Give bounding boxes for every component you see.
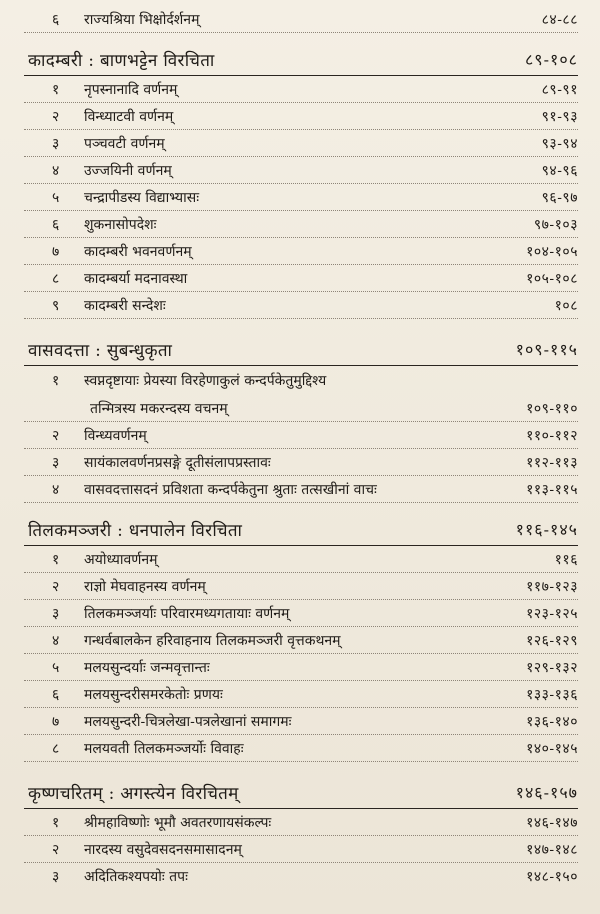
entry-title: मलयसुन्दर्याः जन्मवृत्तान्तः bbox=[84, 659, 210, 676]
entry-number: ८ bbox=[52, 270, 60, 287]
entry-number: १ bbox=[52, 814, 60, 831]
entry-number: २ bbox=[52, 841, 60, 858]
section-heading bbox=[24, 513, 578, 546]
entry-pages: ८९-९१ bbox=[541, 81, 578, 98]
entry-title: सायंकालवर्णनप्रसङ्गे दूतीसंलापप्रस्तावः bbox=[84, 454, 271, 471]
entry-title: मलयसुन्दरीसमरकेतोः प्रणयः bbox=[84, 686, 223, 703]
entry-number: २ bbox=[52, 427, 60, 444]
entry-pages: ११७-१२३ bbox=[526, 578, 578, 595]
toc-entry bbox=[24, 211, 578, 238]
entry-title: शुकनासोपदेशः bbox=[84, 216, 157, 233]
entry-pages: ११०-११२ bbox=[526, 427, 578, 444]
entry-number: ३ bbox=[52, 605, 60, 622]
toc-entry bbox=[24, 265, 578, 292]
toc-entry bbox=[24, 681, 578, 708]
entry-pages: १०४-१०५ bbox=[526, 243, 578, 260]
entry-number: ४ bbox=[52, 481, 60, 498]
entry-title: चन्द्रापीडस्य विद्याभ्यासः bbox=[84, 189, 200, 206]
entry-title: श्रीमहाविष्णोः भूमौ अवतरणायसंकल्पः bbox=[84, 814, 272, 831]
entry-title: अयोध्यावर्णनम् bbox=[84, 551, 158, 568]
entry-number: ७ bbox=[52, 243, 60, 260]
entry-pages: १२३-१२५ bbox=[526, 605, 578, 622]
toc-entry bbox=[24, 76, 578, 103]
entry-pages: ९४-९६ bbox=[541, 162, 578, 179]
entry-title: राज्ञो मेघवाहनस्य वर्णनम् bbox=[84, 578, 206, 595]
section-title: कृष्णचरितम् : अगस्त्येन विरचितम् bbox=[28, 783, 239, 804]
entry-title: नृपस्नानादि वर्णनम् bbox=[84, 81, 178, 98]
toc-entry bbox=[24, 157, 578, 184]
section-pages: ११६-१४५ bbox=[515, 520, 578, 539]
toc-entry bbox=[24, 184, 578, 211]
section-pages: ८९-१०८ bbox=[524, 50, 578, 69]
toc-entry bbox=[24, 654, 578, 681]
entry-title: गन्धर्वबालकेन हरिवाहनाय तिलकमञ्जरी वृत्तकथनम् bbox=[84, 632, 341, 649]
section-heading bbox=[24, 333, 578, 366]
entry-title: राज्यश्रिया भिक्षोर्दर्शनम् bbox=[84, 11, 200, 28]
entry-pages: १३३-१३६ bbox=[526, 686, 578, 703]
entry-number: १ bbox=[52, 81, 60, 98]
entry-number: ५ bbox=[52, 189, 60, 206]
entry-pages: १०८ bbox=[554, 297, 578, 314]
entry-pages: १४०-१४५ bbox=[526, 740, 578, 757]
entry-number: ३ bbox=[52, 454, 60, 471]
entry-title: स्वप्नदृष्टायाः प्रेयस्या विरहेणाकुलं कन्दर्पकेतुमुद्दिश्य bbox=[84, 373, 327, 389]
entry-pages: १२६-१२९ bbox=[526, 632, 578, 649]
toc-entry bbox=[24, 573, 578, 600]
entry-number: २ bbox=[52, 108, 60, 125]
toc-entry bbox=[24, 422, 578, 449]
entry-pages: ९६-९७ bbox=[541, 189, 578, 206]
entry-title-continued: तन्मित्रस्य मकरन्दस्य वचनम् bbox=[90, 400, 228, 417]
toc-entry bbox=[24, 546, 578, 573]
entry-title: कादम्बरी भवनवर्णनम् bbox=[84, 243, 192, 260]
entry-pages: ९१-९३ bbox=[541, 108, 578, 125]
entry-number: ७ bbox=[52, 713, 60, 730]
entry-pages: १३६-१४० bbox=[526, 713, 578, 730]
entry-title: पञ्चवटी वर्णनम् bbox=[84, 135, 165, 152]
entry-title: कादम्बर्या मदनावस्था bbox=[84, 270, 188, 287]
section-pages: १०९-११५ bbox=[515, 340, 578, 359]
toc-section-vasavadatta bbox=[24, 333, 578, 503]
toc-entry bbox=[24, 809, 578, 836]
entry-number: ६ bbox=[52, 11, 60, 28]
entry-title: कादम्बरी सन्देशः bbox=[84, 297, 166, 314]
entry-number: १ bbox=[52, 373, 60, 389]
entry-number: ६ bbox=[52, 686, 60, 703]
entry-number: २ bbox=[52, 578, 60, 595]
section-title: कादम्बरी : बाणभट्टेन विरचिता bbox=[28, 50, 215, 71]
toc-section-tilakamanjari bbox=[24, 513, 578, 762]
entry-pages: ११३-११५ bbox=[526, 481, 578, 498]
entry-number: ३ bbox=[52, 869, 60, 885]
toc-section-krishnacharitam bbox=[24, 776, 578, 890]
entry-pages: १०९-११० bbox=[526, 400, 578, 417]
toc-entry bbox=[24, 130, 578, 157]
section-pages: १४६-१५७ bbox=[515, 783, 578, 802]
toc-entry bbox=[24, 600, 578, 627]
section-heading bbox=[24, 776, 578, 809]
entry-pages: ९७-१०३ bbox=[533, 216, 578, 233]
section-title: तिलकमञ्जरी : धनपालेन विरचिता bbox=[28, 520, 243, 541]
toc-section-kadambari bbox=[24, 43, 578, 319]
toc-entry bbox=[24, 366, 578, 395]
toc-entry bbox=[24, 735, 578, 762]
entry-pages: १२९-१३२ bbox=[526, 659, 578, 676]
entry-number: ४ bbox=[52, 162, 60, 179]
toc-entry bbox=[24, 292, 578, 319]
entry-title: उज्जयिनी वर्णनम् bbox=[84, 162, 172, 179]
entry-number: ५ bbox=[52, 659, 60, 676]
entry-title: मलयवती तिलकमञ्जर्योः विवाहः bbox=[84, 740, 244, 757]
entry-number: ३ bbox=[52, 135, 60, 152]
toc-entry-continuation bbox=[24, 395, 578, 422]
toc-entry bbox=[24, 6, 578, 33]
entry-number: १ bbox=[52, 551, 60, 568]
entry-pages: ९३-९४ bbox=[541, 135, 578, 152]
toc-entry bbox=[24, 103, 578, 130]
toc-entry bbox=[24, 708, 578, 735]
entry-pages: ११६ bbox=[554, 551, 578, 568]
entry-title: वासवदत्तासदनं प्रविशता कन्दर्पकेतुना श्रुताः तत्सखीनां वाचः bbox=[84, 481, 377, 498]
entry-title: नारदस्य वसुदेवसदनसमासादनम् bbox=[84, 841, 242, 858]
section-heading bbox=[24, 43, 578, 76]
entry-number: ८ bbox=[52, 740, 60, 757]
toc-entry bbox=[24, 627, 578, 654]
entry-title: तिलकमञ्जर्याः परिवारमध्यगतायाः वर्णनम् bbox=[84, 605, 290, 622]
entry-pages: ११२-११३ bbox=[526, 454, 578, 471]
entry-title: विन्ध्याटवी वर्णनम् bbox=[84, 108, 174, 125]
entry-number: ४ bbox=[52, 632, 60, 649]
entry-pages: १४७-१४८ bbox=[526, 841, 578, 858]
entry-number: ६ bbox=[52, 216, 60, 233]
toc-entry bbox=[24, 836, 578, 863]
entry-pages: १४८-१५० bbox=[526, 869, 578, 885]
toc-entry bbox=[24, 863, 578, 890]
toc-entry bbox=[24, 238, 578, 265]
entry-title: अदितिकश्यपयोः तपः bbox=[84, 869, 188, 885]
section-title: वासवदत्ता : सुबन्धुकृता bbox=[28, 340, 173, 361]
entry-pages: १०५-१०८ bbox=[526, 270, 578, 287]
toc-entry bbox=[24, 476, 578, 503]
entry-number: ९ bbox=[52, 297, 60, 314]
toc-entry bbox=[24, 449, 578, 476]
entry-title: विन्ध्यवर्णनम् bbox=[84, 427, 147, 444]
entry-title: मलयसुन्दरी-चित्रलेखा-पत्रलेखानां समागमः bbox=[84, 713, 292, 730]
entry-pages: १४६-१४७ bbox=[526, 814, 578, 831]
entry-pages: ८४-८८ bbox=[541, 11, 578, 28]
